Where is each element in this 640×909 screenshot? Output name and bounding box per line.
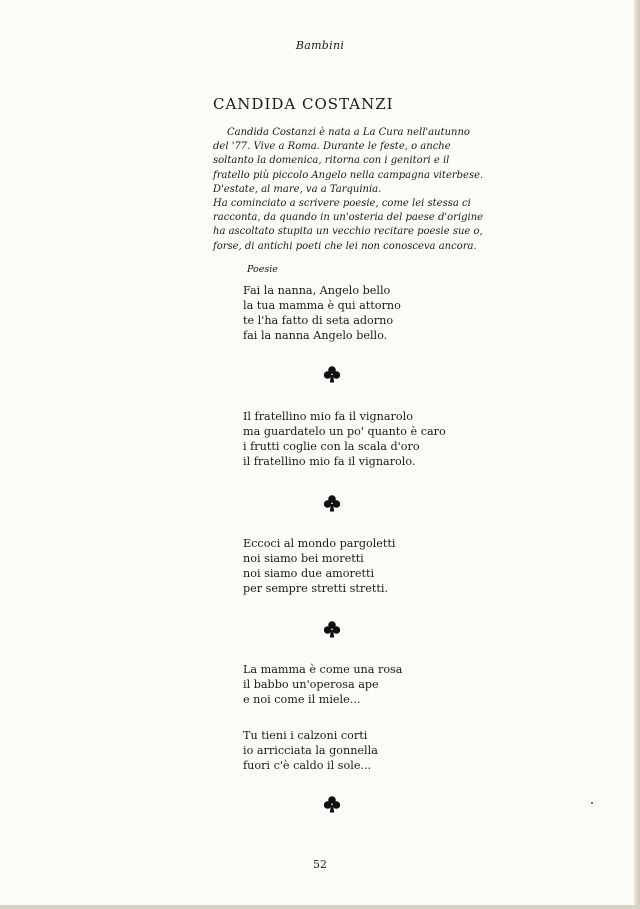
page-edge-shadow	[634, 0, 640, 909]
poem-line: per sempre stretti stretti.	[243, 582, 389, 595]
poem-line: te l'ha fatto di seta adorno	[243, 314, 394, 327]
bio-paragraph: Ha cominciato a scrivere poesie, come lei stessa ci racconta, da quando in un'osteria del paese d'origine ha ascoltato stupita un vecchio recitare poesie sue o, forse, di antichi poeti che lei non conosceva ancora.	[213, 198, 484, 252]
poem-line: Tu tieni i calzoni corti	[243, 729, 368, 742]
club-icon	[322, 493, 342, 513]
poem-line: io arricciata la gonnella	[243, 744, 378, 757]
poem-line: fuori c'è caldo il sole...	[243, 759, 372, 772]
poem-line: il babbo un'operosa ape	[243, 678, 379, 691]
poem-stanza	[243, 662, 402, 707]
poem-line: noi siamo due amoretti	[243, 567, 375, 580]
club-icon	[322, 364, 342, 384]
poem-stanza	[243, 409, 446, 469]
poem-stanza	[243, 536, 395, 596]
bio-paragraph: Candida Costanzi è nata a La Cura nell'autunno del '77. Vive a Roma. Durante le feste, o anche soltanto la domenica, ritorna con i genitori e il fratello più piccolo Angelo nella campagna viterbese. D'estate, al mare, va a Tarquinia.	[213, 127, 484, 195]
author-bio	[213, 126, 485, 254]
poem-stanza	[243, 283, 401, 343]
poem-line: Eccoci al mondo pargoletti	[243, 537, 396, 550]
poem-line: noi siamo bei moretti	[243, 552, 364, 565]
poem-line: Il fratellino mio fa il vignarolo	[243, 410, 413, 423]
club-icon	[322, 794, 342, 814]
poem-line: e noi come il miele...	[243, 693, 361, 706]
club-icon	[322, 619, 342, 639]
section-label: Poesie	[247, 264, 278, 275]
poem-line: i frutti coglie con la scala d'oro	[243, 440, 420, 453]
poem-line: ma guardatelo un po' quanto è caro	[243, 425, 446, 438]
running-head: Bambini	[295, 39, 345, 52]
author-title: CANDIDA COSTANZI	[213, 95, 394, 113]
poem-stanza	[243, 728, 378, 773]
page-number: 52	[313, 858, 327, 871]
poem-line: il fratellino mio fa il vignarolo.	[243, 455, 416, 468]
poem-line: La mamma è come una rosa	[243, 663, 403, 676]
page-bottom-edge	[0, 905, 640, 909]
poem-line: fai la nanna Angelo bello.	[243, 329, 388, 342]
poem-line: Fai la nanna, Angelo bello	[243, 284, 391, 297]
poem-line: la tua mamma è qui attorno	[243, 299, 401, 312]
print-speck	[591, 802, 593, 804]
